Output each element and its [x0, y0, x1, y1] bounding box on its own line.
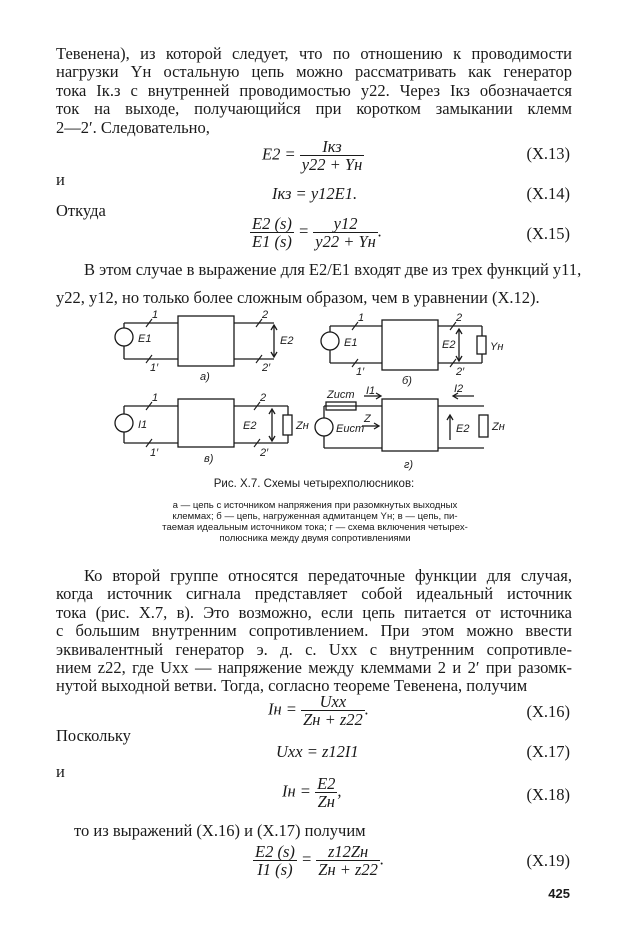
fraction-numerator: E2 — [317, 774, 336, 793]
fraction — [300, 138, 365, 173]
fraction-numerator: y12 — [313, 215, 378, 233]
eq-lhs: Iн = — [268, 699, 297, 719]
label-terminal-1p: 1′ — [150, 447, 159, 459]
fraction-denominator: Zн + z22 — [303, 710, 363, 729]
connector-word: Поскольку — [56, 726, 131, 745]
equation-x15 — [250, 215, 382, 250]
eq-tail: , — [337, 781, 342, 801]
paragraph-second-group — [56, 567, 572, 696]
legend-line: полюсника между двумя сопротивлениями — [219, 533, 411, 544]
connector-phrase: то из выражений (X.16) и (X.17) получим — [74, 821, 366, 840]
eq-tail: . — [379, 849, 385, 869]
text-line: нием z22, где Uxx — напряжение между клеммами 2 и 2′ при разомк- — [56, 658, 572, 678]
label-zist: Zист — [327, 389, 355, 401]
connector-word: и — [56, 170, 65, 189]
label-zn: Zн — [492, 421, 505, 433]
equation-x17: Uxx = z12I1 — [276, 742, 359, 761]
equation-number: (X.15) — [526, 224, 570, 243]
page-number: 425 — [548, 886, 570, 901]
connector-word: Откуда — [56, 201, 106, 220]
label-terminal-1p: 1′ — [356, 366, 365, 378]
text-line: с большим внутренним сопротивлением. При этом можно ввести — [56, 621, 572, 641]
fraction — [316, 843, 380, 878]
eq-sign: = — [301, 849, 313, 869]
fraction — [250, 215, 294, 250]
label-terminal-1p: 1′ — [150, 362, 159, 374]
equation-number: (X.17) — [526, 742, 570, 761]
label-e1: E1 — [344, 337, 358, 349]
fraction — [313, 215, 378, 250]
text-line: нутой выходной ветви. Тогда, согласно теореме Тевенена, получим — [56, 676, 528, 696]
label-terminal-2p: 2′ — [262, 362, 271, 374]
fraction — [315, 775, 337, 810]
eq-lhs: Iн = — [282, 781, 311, 801]
text-line: тока (рис. X.7, в). Это возможно, если цепь питается от источника — [56, 602, 572, 622]
fraction-numerator: E2 (s) — [255, 842, 295, 861]
fraction-denominator: Zн — [317, 792, 335, 811]
label-terminal-1: 1 — [152, 309, 159, 321]
eq-tail: . — [377, 221, 382, 241]
label-b: б) — [402, 375, 412, 387]
fraction — [253, 843, 297, 878]
equation-number: (X.16) — [526, 702, 570, 721]
equation-number: (X.19) — [526, 851, 570, 870]
label-terminal-2: 2 — [262, 309, 269, 321]
label-yn: Yн — [490, 341, 504, 353]
label-e2: E2 — [243, 420, 257, 432]
legend-line: а — цепь с источником напряжения при разомкнутых выходных — [172, 500, 458, 511]
equation-x19 — [253, 843, 384, 878]
figure-legend — [112, 500, 518, 544]
eq-tail: . — [364, 699, 369, 719]
text-line: Тевенена), из которой следует, что по отношению к проводимости — [56, 44, 572, 63]
fraction — [301, 693, 365, 728]
label-terminal-2: 2 — [260, 392, 267, 404]
label-d: г) — [404, 459, 414, 471]
text-line: y22, y12, но только более сложным образом, чем в уравнении (X.12). — [56, 288, 540, 308]
fraction-numerator: Iкз — [300, 138, 365, 156]
circuit-d — [315, 393, 488, 451]
paragraph-case-two — [56, 260, 582, 308]
equation-number: (X.13) — [526, 144, 570, 163]
label-i1: I1 — [366, 385, 376, 397]
equation-x16 — [268, 693, 369, 728]
fraction-denominator: I1 (s) — [257, 860, 293, 879]
fraction-numerator: Uxx — [301, 693, 365, 711]
fraction-denominator: y22 + Yн — [315, 232, 376, 251]
text-line: 2—2′. Следовательно, — [56, 117, 210, 137]
text-line: тока Iк.з с внутренней проводимостью y22. Через Iкз обозначается — [56, 80, 572, 100]
label-e2: E2 — [280, 335, 294, 347]
label-i2: I2 — [454, 383, 464, 395]
text-line: когда источник сигнала представляет собой идеальный источник — [56, 584, 572, 604]
label-terminal-2p: 2′ — [456, 366, 465, 378]
text-line: В этом случае в выражение для E2/E1 входят две из трех функций y11, — [84, 260, 582, 279]
legend-line: клеммах; б — цепь, нагруженная адмитанцем Yн; в — цепь, пи- — [172, 511, 458, 522]
text-line: эквивалентный генератор э. д. с. Uxx с внутренним сопротивле- — [56, 639, 572, 659]
connector-word: и — [56, 762, 65, 781]
label-zn: Zн — [296, 420, 309, 432]
label-terminal-1: 1 — [358, 312, 365, 324]
label-e1: E1 — [138, 333, 152, 345]
legend-line: таемая идеальным источником тока; г — схема включения четырех- — [162, 522, 468, 533]
text-line: нагрузки Yн остальную цепь можно рассматривать как генератор — [56, 62, 572, 82]
figure-two-port-circuits — [112, 306, 512, 476]
figure-caption: Рис. X.7. Схемы четырехполюсников: — [213, 478, 415, 490]
label-terminal-2: 2 — [456, 312, 463, 324]
text-line: ток на выходе, получающийся при коротком замыкании клемм — [56, 99, 572, 119]
fraction-denominator: E1 (s) — [252, 232, 292, 251]
equation-x14: Iкз = y12E1. — [272, 184, 358, 203]
label-terminal-1: 1 — [152, 392, 159, 404]
fraction-denominator: y22 + Yн — [301, 155, 363, 174]
fraction-numerator: z12Zн — [316, 843, 380, 861]
label-terminal-2p: 2′ — [260, 447, 269, 459]
paragraph-thevenin-intro — [56, 45, 572, 137]
label-c: в) — [204, 453, 214, 465]
equation-number: (X.14) — [526, 184, 570, 203]
label-eist: Eист — [336, 423, 365, 435]
equation-number: (X.18) — [526, 785, 570, 804]
fraction-denominator: Zн + z22 — [318, 860, 378, 879]
equation-x13 — [262, 138, 364, 173]
eq-sign: = — [298, 221, 310, 241]
eq-lhs: E2 = — [262, 144, 296, 164]
label-z: Z — [364, 413, 371, 425]
label-a: а) — [200, 371, 210, 383]
label-e2: E2 — [456, 423, 470, 435]
fraction-numerator: E2 (s) — [252, 214, 292, 233]
label-e2: E2 — [442, 339, 456, 351]
label-i1: I1 — [138, 419, 148, 431]
equation-x18 — [282, 775, 342, 810]
text-line: Ко второй группе относятся передаточные функции для случая, — [84, 566, 572, 585]
